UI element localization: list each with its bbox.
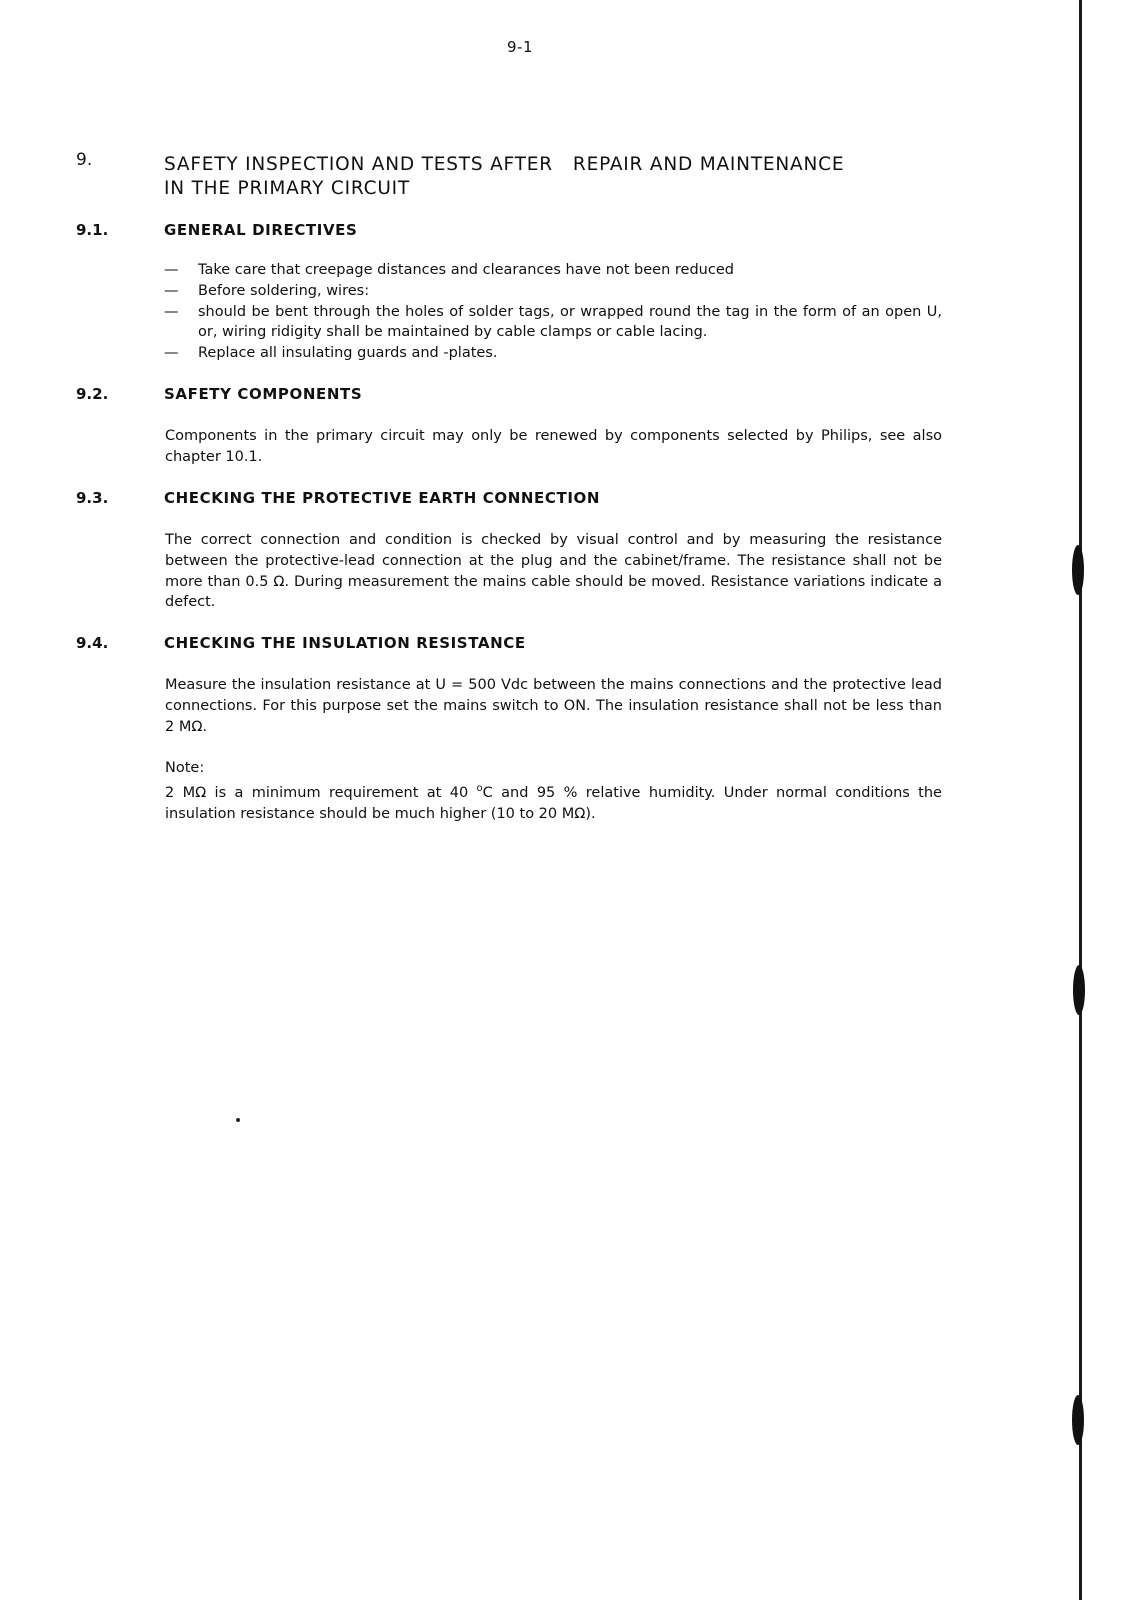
section-number: 9.1. bbox=[76, 221, 109, 239]
binding-edge-mark bbox=[1072, 1395, 1084, 1445]
list-item: — Replace all insulating guards and -plates. bbox=[164, 343, 942, 364]
note-text bbox=[165, 779, 942, 824]
section-paragraph: Components in the primary circuit may only be renewed by components selected by Philips, see also chapter 10.1. bbox=[165, 428, 942, 465]
list-item: — Take care that creepage distances and clearances have not been reduced bbox=[164, 260, 942, 281]
binding-edge-line bbox=[1079, 0, 1082, 1600]
binding-edge-mark bbox=[1072, 545, 1084, 595]
page-number: 9-1 bbox=[507, 38, 533, 56]
section-title: GENERAL DIRECTIVES bbox=[164, 221, 358, 239]
list-item: — should be bent through the holes of solder tags, or wrapped round the tag in the form of an open U, or, wiring ridigity shall be maintained by cable clamps or cable lacing. bbox=[164, 302, 942, 344]
section-paragraph: The correct connection and condition is checked by visual control and by measuring the resistance between the protective-lead connection at the plug and the cabinet/frame. The resistance shall not be more than 0.5 Ω. During measurement the mains cable should be moved. Resistance variations indicate a defect. bbox=[165, 532, 942, 611]
section-number: 9.2. bbox=[76, 385, 109, 403]
note-label: Note: bbox=[165, 760, 205, 776]
section-number: 9.3. bbox=[76, 489, 109, 507]
chapter-number: 9. bbox=[76, 150, 93, 170]
note-text-b: C and 95 % relative humidity. Under normal conditions the insulation resistance should be much higher (10 to 20 MΩ). bbox=[165, 784, 942, 822]
section-title: SAFETY COMPONENTS bbox=[164, 385, 363, 403]
note-text-a: 2 MΩ is a minimum requirement at 40 bbox=[165, 784, 477, 801]
scan-dot bbox=[236, 1118, 240, 1122]
chapter-title-line1: SAFETY INSPECTION AND TESTS AFTER REPAIR AND MAINTENANCE bbox=[164, 154, 845, 175]
degree-mark: o bbox=[476, 783, 483, 794]
list-item: — Before soldering, wires: bbox=[164, 281, 942, 302]
section-title: CHECKING THE PROTECTIVE EARTH CONNECTION bbox=[164, 489, 601, 507]
section-paragraph: Measure the insulation resistance at U = 500 Vdc between the mains connections and the protective lead connections. For this purpose set the mains switch to ON. The insulation resistance shall not be less than 2 MΩ. bbox=[165, 677, 942, 735]
binding-edge-mark bbox=[1073, 965, 1085, 1015]
directives-list bbox=[164, 260, 942, 364]
chapter-title-line2: IN THE PRIMARY CIRCUIT bbox=[164, 178, 411, 199]
section-title: CHECKING THE INSULATION RESISTANCE bbox=[164, 634, 526, 652]
chapter-title bbox=[164, 153, 944, 201]
section-number: 9.4. bbox=[76, 634, 109, 652]
